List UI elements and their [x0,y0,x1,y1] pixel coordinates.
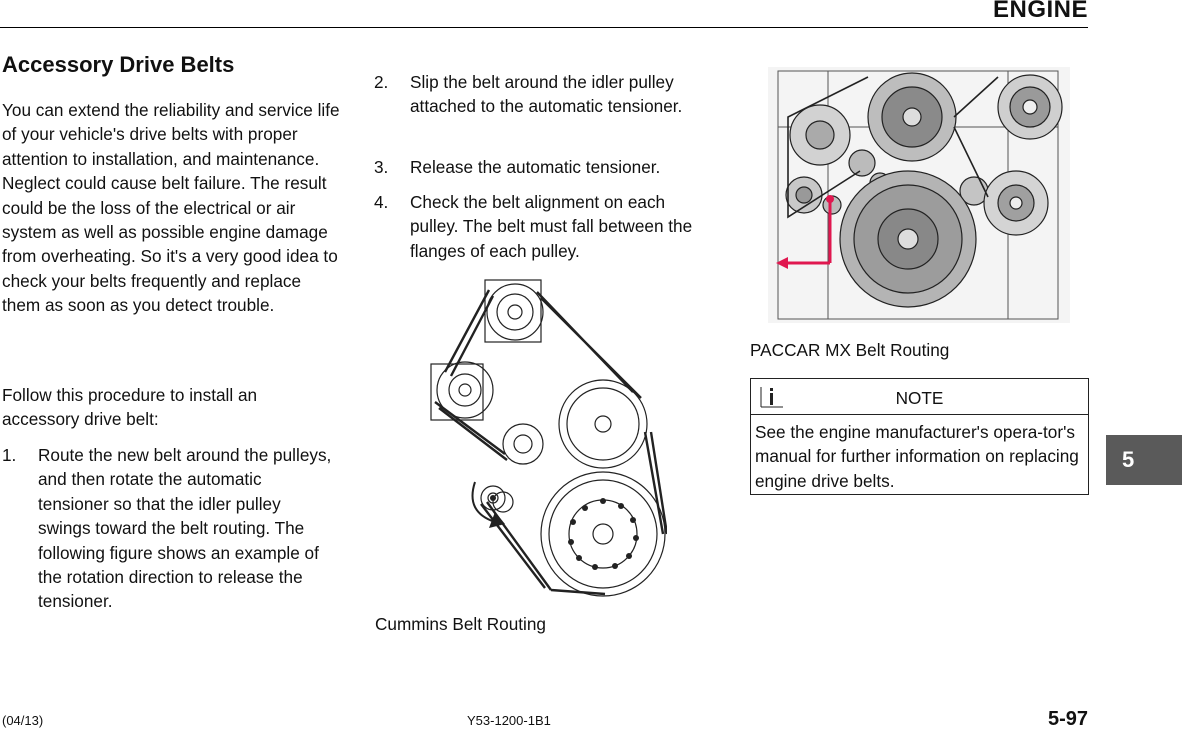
cummins-belt-routing-figure [405,272,667,602]
step-number: 1. [2,445,17,465]
header-rule [0,27,1088,28]
step-number: 2. [374,72,389,92]
footer-date: (04/13) [2,713,44,728]
paccar-figure-caption: PACCAR MX Belt Routing [750,340,950,360]
step-number: 4. [374,192,389,212]
step-text: Check the belt alignment on each pulley. The belt must fall between the flanges of each pulley. [410,192,693,261]
note-header [751,379,1088,415]
intro-paragraph: You can extend the reliability and service life of your vehicle's drive belts with proper attention to installation, and maintenance. Neglect could cause belt failure. The result could be the loss of the electrical or air system as well as possible engine damage from overheating. So it's a very good idea to check your belts frequently and replace them as soon as you detect trouble. [2,100,340,316]
note-box [750,378,1089,495]
chapter-tab-number: 5 [1122,447,1135,472]
step-text: Route the new belt around the pulleys, and then rotate the automatic tensioner so that the idler pulley swings toward the belt routing. The following figure shows an example of the rotation direction to release the tensioner. [38,445,332,612]
procedure-intro: Follow this procedure to install an accessory drive belt: [2,385,258,430]
chapter-tab [1106,435,1182,485]
step-text: Slip the belt around the idler pulley attached to the automatic tensioner. [410,72,683,117]
cummins-figure-caption: Cummins Belt Routing [375,614,546,634]
note-body: See the engine manufacturer's opera-tor's manual for further information on replacing engine drive belts. [755,422,1079,491]
note-label: NOTE [895,388,944,408]
step-text: Release the automatic tensioner. [410,157,661,177]
footer-doc-number: Y53-1200-1B1 [467,713,551,728]
step-number: 3. [374,157,389,177]
paccar-mx-belt-routing-figure [768,67,1070,323]
section-title: Accessory Drive Belts [2,52,235,77]
page-header-title: ENGINE [992,0,1088,23]
footer-page-number: 5-97 [1047,708,1088,730]
